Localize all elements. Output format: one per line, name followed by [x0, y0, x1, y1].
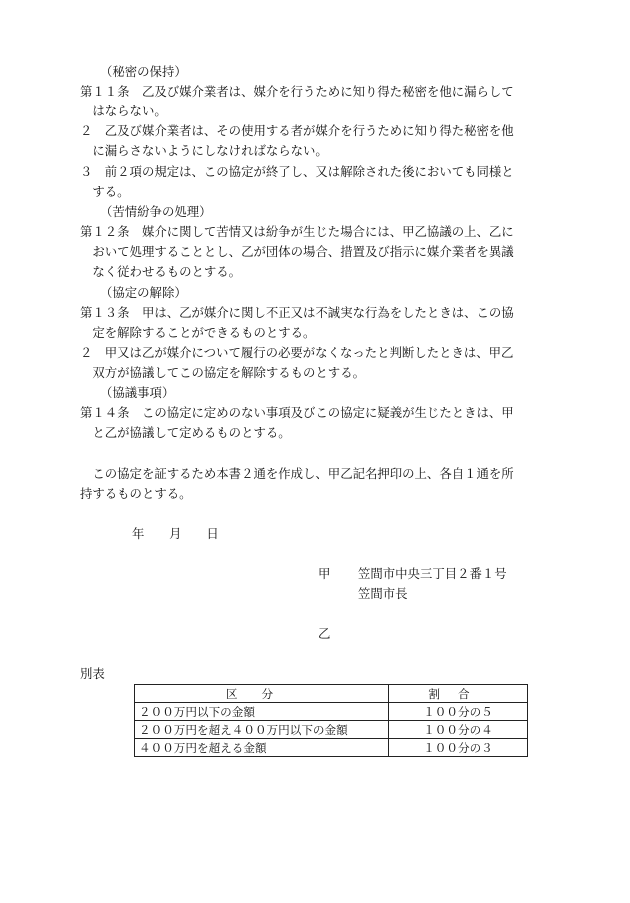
article-11-line: する。 — [80, 184, 130, 199]
article-13-line: 第１３条 甲は、乙が媒介に関し不正又は不誠実な行為をしたときは、この協 — [80, 305, 514, 320]
table-cell-rate: １００分の３ — [389, 739, 528, 757]
article-13-line: 双方が協議してこの協定を解除するものとする。 — [80, 365, 365, 380]
table-cell-rate: １００分の４ — [389, 721, 528, 739]
closing-line: 持するものとする。 — [80, 486, 192, 501]
article-13-line: ２ 甲又は乙が媒介について履行の必要がなくなったと判断したときは、甲乙 — [80, 345, 514, 360]
table-row — [135, 703, 528, 721]
article-12-heading: （苦情紛争の処理） — [100, 204, 212, 219]
article-12-line: おいて処理することとし、乙が団体の場合、措置及び指示に媒介業者を異議 — [80, 244, 514, 259]
article-11-line: はならない。 — [80, 103, 167, 118]
table-header-row — [135, 685, 528, 703]
date-line: 年 月 日 — [132, 526, 219, 541]
party-b-label: 乙 — [318, 626, 331, 641]
table-cell-category: ２００万円以下の金額 — [135, 703, 389, 721]
table-header-rate: 割合 — [389, 685, 528, 703]
article-14-line: と乙が協議して定めるものとする。 — [80, 425, 291, 440]
party-a-title: 笠間市長 — [358, 586, 408, 601]
annex-table — [134, 684, 528, 757]
closing-line: この協定を証するため本書２通を作成し、甲乙記名押印の上、各自１通を所 — [80, 466, 514, 481]
party-a-label: 甲 — [318, 566, 331, 581]
table-header-category: 区分 — [135, 685, 389, 703]
article-13-heading: （協定の解除） — [100, 285, 187, 300]
article-11-line: ３ 前２項の規定は、この協定が終了し、又は解除された後においても同様と — [80, 164, 514, 179]
table-cell-category: ４００万円を超える金額 — [135, 739, 389, 757]
article-11-heading: （秘密の保持） — [100, 64, 187, 79]
article-14-heading: （協議事項） — [100, 385, 175, 400]
party-a-address: 笠間市中央三丁目２番１号 — [358, 566, 507, 581]
article-14-line: 第１４条 この協定に定めのない事項及びこの協定に疑義が生じたときは、甲 — [80, 405, 514, 420]
article-11-line: ２ 乙及び媒介業者は、その使用する者が媒介を行うために知り得た秘密を他 — [80, 123, 514, 138]
table-row — [135, 721, 528, 739]
article-13-line: 定を解除することができるものとする。 — [80, 325, 316, 340]
table-cell-rate: １００分の５ — [389, 703, 528, 721]
table-cell-category: ２００万円を超え４００万円以下の金額 — [135, 721, 389, 739]
table-row — [135, 739, 528, 757]
article-12-line: なく従わせるものとする。 — [80, 264, 242, 279]
annex-title: 別表 — [80, 666, 105, 681]
article-12-line: 第１２条 媒介に関して苦情又は紛争が生じた場合には、甲乙協議の上、乙に — [80, 224, 514, 239]
article-11-line: 第１１条 乙及び媒介業者は、媒介を行うために知り得た秘密を他に漏らして — [80, 84, 514, 99]
article-11-line: に漏らさないようにしなければならない。 — [80, 143, 328, 158]
